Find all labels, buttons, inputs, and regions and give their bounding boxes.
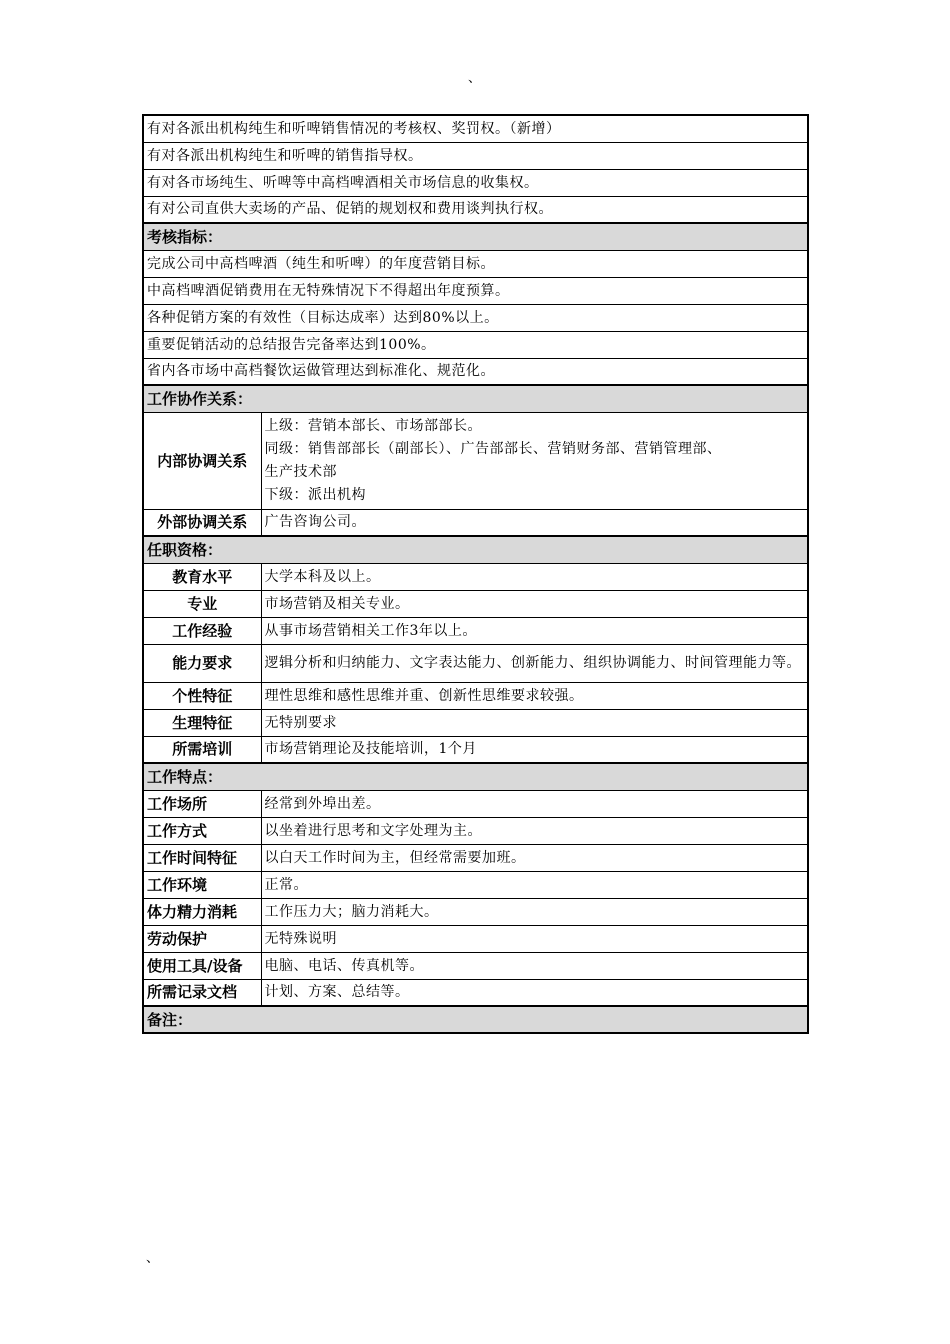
feature-label: 所需记录文档 bbox=[143, 979, 261, 1006]
qualification-value: 市场营销理论及技能培训，1个月 bbox=[261, 736, 808, 763]
kpi-item: 省内各市场中高档餐饮运做管理达到标准化、规范化。 bbox=[143, 358, 808, 385]
feature-label: 体力精力消耗 bbox=[143, 898, 261, 925]
qualification-label: 能力要求 bbox=[143, 644, 261, 682]
internal-coordination-label: 内部协调关系 bbox=[143, 412, 261, 509]
rights-row bbox=[143, 196, 808, 223]
external-coordination-value: 广告咨询公司。 bbox=[261, 509, 808, 536]
rights-row bbox=[143, 169, 808, 196]
feature-value: 以坐着进行思考和文字处理为主。 bbox=[261, 817, 808, 844]
rights-item: 有对各派出机构纯生和听啤的销售指导权。 bbox=[143, 142, 808, 169]
section-header-row bbox=[143, 385, 808, 412]
feature-label: 工作场所 bbox=[143, 790, 261, 817]
feature-value: 经常到外埠出差。 bbox=[261, 790, 808, 817]
qualification-value: 无特别要求 bbox=[261, 709, 808, 736]
kpi-item: 完成公司中高档啤酒（纯生和听啤）的年度营销目标。 bbox=[143, 250, 808, 277]
qualification-value: 从事市场营销相关工作3年以上。 bbox=[261, 617, 808, 644]
notes-section-header: 备注： bbox=[143, 1006, 808, 1033]
section-header-row bbox=[143, 1006, 808, 1033]
feature-value: 以白天工作时间为主，但经常需要加班。 bbox=[261, 844, 808, 871]
features-section-header: 工作特点： bbox=[143, 763, 808, 790]
external-coordination-row bbox=[143, 509, 808, 536]
section-header-row bbox=[143, 536, 808, 563]
superior-line: 上级：营销本部长、市场部部长。 bbox=[264, 417, 482, 434]
internal-coordination-row bbox=[143, 412, 808, 509]
feature-label: 使用工具/设备 bbox=[143, 952, 261, 979]
qualification-label: 教育水平 bbox=[143, 563, 261, 590]
rights-item: 有对各派出机构纯生和听啤销售情况的考核权、奖罚权。（新增） bbox=[143, 115, 808, 142]
feature-value: 计划、方案、总结等。 bbox=[261, 979, 808, 1006]
kpi-item: 中高档啤酒促销费用在无特殊情况下不得超出年度预算。 bbox=[143, 277, 808, 304]
peer-line-continued: 生产技术部 bbox=[264, 463, 337, 480]
qualification-label: 工作经验 bbox=[143, 617, 261, 644]
feature-label: 工作时间特征 bbox=[143, 844, 261, 871]
subordinate-line: 下级：派出机构 bbox=[264, 486, 366, 503]
job-description-table bbox=[142, 114, 809, 1034]
page-mark-bottom: 、 bbox=[146, 1251, 160, 1266]
cooperation-section-header: 工作协作关系： bbox=[143, 385, 808, 412]
qualification-value: 理性思维和感性思维并重、创新性思维要求较强。 bbox=[261, 682, 808, 709]
qualification-label: 所需培训 bbox=[143, 736, 261, 763]
feature-value: 正常。 bbox=[261, 871, 808, 898]
rights-item: 有对公司直供大卖场的产品、促销的规划权和费用谈判执行权。 bbox=[143, 196, 808, 223]
section-header-row bbox=[143, 223, 808, 250]
kpi-item: 重要促销活动的总结报告完备率达到100%。 bbox=[143, 331, 808, 358]
feature-value: 无特殊说明 bbox=[261, 925, 808, 952]
qualification-label: 生理特征 bbox=[143, 709, 261, 736]
kpi-item: 各种促销方案的有效性（目标达成率）达到80%以上。 bbox=[143, 304, 808, 331]
kpi-section-header: 考核指标： bbox=[143, 223, 808, 250]
feature-value: 工作压力大；脑力消耗大。 bbox=[261, 898, 808, 925]
feature-value: 电脑、电话、传真机等。 bbox=[261, 952, 808, 979]
qualifications-section-header: 任职资格： bbox=[143, 536, 808, 563]
qualification-value: 市场营销及相关专业。 bbox=[261, 590, 808, 617]
peer-line: 同级：销售部部长（副部长）、广告部部长、营销财务部、营销管理部、 bbox=[264, 440, 722, 457]
rights-row bbox=[143, 115, 808, 142]
qualification-label: 个性特征 bbox=[143, 682, 261, 709]
qualification-label: 专业 bbox=[143, 590, 261, 617]
rights-item: 有对各市场纯生、听啤等中高档啤酒相关市场信息的收集权。 bbox=[143, 169, 808, 196]
external-coordination-label: 外部协调关系 bbox=[143, 509, 261, 536]
qualification-value: 逻辑分析和归纳能力、文字表达能力、创新能力、组织协调能力、时间管理能力等。 bbox=[261, 644, 808, 682]
page-mark-top: 、 bbox=[468, 71, 482, 86]
feature-label: 工作环境 bbox=[143, 871, 261, 898]
rights-row bbox=[143, 142, 808, 169]
feature-label: 工作方式 bbox=[143, 817, 261, 844]
feature-label: 劳动保护 bbox=[143, 925, 261, 952]
section-header-row bbox=[143, 763, 808, 790]
qualification-value: 大学本科及以上。 bbox=[261, 563, 808, 590]
internal-coordination-value bbox=[261, 412, 808, 509]
